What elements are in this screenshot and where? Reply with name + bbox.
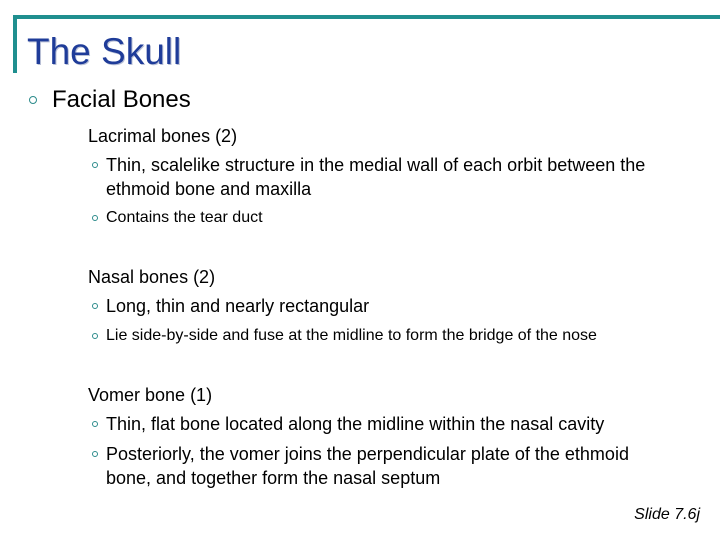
section-heading-nasal: Nasal bones (2) — [88, 267, 216, 287]
section-heading-vomer: Vomer bone (1) — [88, 385, 213, 405]
bullet-icon — [92, 162, 98, 168]
topic-heading: Facial Bones — [52, 86, 191, 113]
point-lacrimal-1: Thin, scalelike structure in the medial wall of each orbit between the — [106, 155, 646, 175]
title-accent-side-bar — [13, 15, 17, 73]
point-vomer-2-cont: bone, and together form the nasal septum — [106, 468, 441, 488]
bullet-icon — [92, 333, 98, 339]
point-lacrimal-2: Contains the tear duct — [106, 209, 263, 226]
title-accent-bar — [13, 15, 720, 19]
bullet-icon — [92, 421, 98, 427]
point-vomer-2: Posteriorly, the vomer joins the perpendicular plate of the ethmoid — [106, 444, 629, 464]
bullet-icon — [29, 96, 37, 104]
bullet-icon — [92, 451, 98, 457]
bullet-icon — [92, 215, 98, 221]
point-lacrimal-1-cont: ethmoid bone and maxilla — [106, 179, 312, 199]
slide-number: Slide 7.6j — [634, 506, 700, 523]
point-nasal-2: Lie side-by-side and fuse at the midline to form the bridge of the nose — [106, 327, 597, 344]
slide-title: The Skull — [27, 31, 182, 72]
section-heading-lacrimal: Lacrimal bones (2) — [88, 126, 238, 146]
point-nasal-1: Long, thin and nearly rectangular — [106, 296, 370, 316]
bullet-icon — [92, 303, 98, 309]
point-vomer-1: Thin, flat bone located along the midline within the nasal cavity — [106, 414, 605, 434]
